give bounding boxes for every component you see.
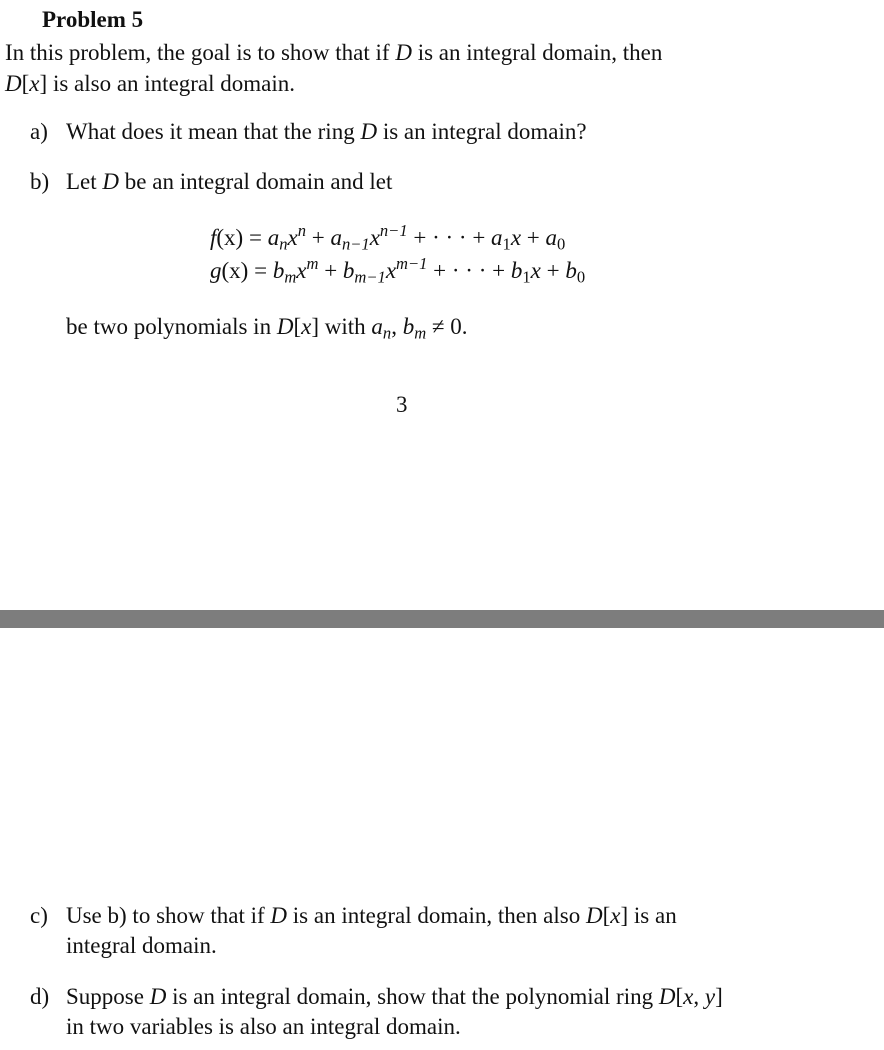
equation-f: $f(x) = a_nx^n + a_{n-1}x^{n-1}$ + · · · + $a_1x + a_0$	[210, 220, 566, 254]
part-d	[30, 982, 830, 1039]
part-d-label: d)	[30, 984, 50, 1009]
page-number: 3	[396, 392, 408, 417]
part-d-text: Suppose D is an integral domain, show that the polynomial ring D[x, y] in two variables is also an integral domain.	[66, 984, 723, 1039]
part-a-text: What does it mean that the ring D is an integral domain?	[66, 119, 587, 144]
part-a	[30, 117, 830, 147]
part-c-label: c)	[30, 903, 48, 928]
part-b	[30, 167, 830, 197]
problem-title: Problem 5	[42, 7, 144, 32]
part-b-label: b)	[30, 169, 50, 194]
part-a-label: a)	[30, 119, 48, 144]
part-b-continuation: be two polynomials in D[x] with $a_n$, $b_m \ne 0$.	[66, 314, 468, 343]
page-divider	[0, 610, 884, 628]
part-c-text: Use b) to show that if D is an integral domain, then also D[x] is an integral domain.	[66, 903, 677, 958]
part-c	[30, 901, 830, 958]
part-b-text: Let D be an integral domain and let	[66, 169, 393, 194]
problem-intro: In this problem, the goal is to show that if D is an integral domain, then D[x] is also an integral domain.	[5, 40, 663, 96]
equation-g: $g(x) = b_mx^m + b_{m-1}x^{m-1}$ + · · · + $b_1x + b_0$	[210, 253, 586, 287]
